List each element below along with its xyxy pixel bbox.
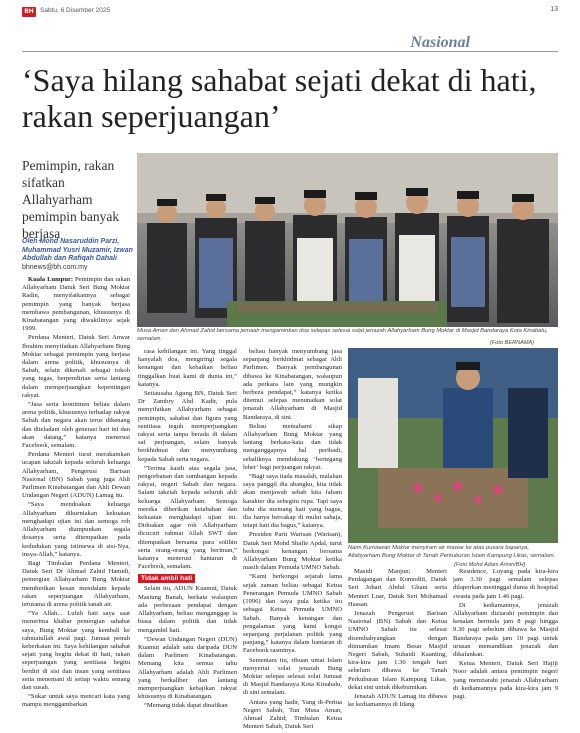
paragraph-text: Sementara itu, ribuan umat Islam menyertai solat jenazah Bung Moktar selepas selesai solat Jumaat di Masjid Bandaraya Kota Kinabalu, di sini semalam. <box>243 656 342 697</box>
paragraph-text: Masidi Manjun; Menteri Perdagangan dan Komoditi, Datuk Seri Johari Abdul Ghani serta Menteri Luar, Datuk Seri Mohamad Hassan. <box>348 568 447 608</box>
newspaper-logo: BH <box>22 7 36 17</box>
paragraph-text: Jenazah Pengerusi Barisan Nasional (BN) Sabah dan Ketua UMNO Sabah itu selesai disembahyangkan dengan diimamkan Imam Besar Masjid Negeri Sabah, Suhaidi Kaanting, kira-kira jam 1.30 tengah hari sebelum dibawa ke Tanah Perkuburan Islam Kampung Likas, dekat sini untuk dikebumikan. <box>348 610 447 691</box>
body-paragraph <box>138 636 237 702</box>
photo2-credit: (Foto Mohd Adam Arinin/BH) <box>454 562 526 568</box>
body-paragraph <box>348 693 447 709</box>
section-subhead: Tidak ambil hati <box>138 574 195 583</box>
paragraph-text: Di kediamannya, jenazah Allahyarham diziarahi pemimpin dan kenalan bermula jam 8 pagi hingga 9.30 pagi sebelum dibawa ke Masjid Bandaraya pada jam 10 pagi untuk urusan memandikan jenazah dan dikafankan. <box>453 601 558 659</box>
paragraph-text: Perdana Menteri turut merakamkan ucapan takziah kepada seluruh keluarga Allahyarham, Pengerusi Barisan Nasional (BN) Sabah yang juga Ahli Parlimen Kinabatangan dan Ahli Dewan Undangan Negeri (ADUN) Lamag itu. <box>22 451 130 500</box>
body-paragraph <box>22 610 130 692</box>
body-paragraph <box>348 610 447 692</box>
body-paragraph <box>22 451 130 500</box>
body-column-2 <box>138 348 237 730</box>
paragraph-text: “Dewan Undangan Negeri (DUN) Kuamut adalah satu daripada DUN dalam Parlimen Kinabatangan. Memang kita semua tahu Allahyarham adalah Ahli Parlimen yang berkaliber dan lantang memperjuangkan kebajikan rakyat khususnya di Kinabatangan. <box>138 635 237 701</box>
body-paragraph <box>453 602 558 659</box>
body-paragraph <box>453 568 558 601</box>
paragraph-text: Ketua Menteri, Datuk Seri Hajiji Noor adalah antara pemimpin negeri yang menziarahi jenazah Allahyarham di kediamannya pada kira-kira jam 9 pagi. <box>453 660 558 701</box>
paragraph-text: Perdana Menteri, Datuk Seri Anwar Ibrahim menyifatkan Allahyarham Bung Moktar sebagai pemimpin yang berjasa dalam arena politik, khususnya di Sabah, selain dikenali sebagai tokoh yang tegas, berpendirian serta lantang dalam memperjuangkan kepentingan rakyat. <box>22 334 130 399</box>
paragraph-text: Beliau memahami sikap Allahyarham Bung Moktar yang lantang berkata-kata dan tidak menganggapnya hal peribadi, sebaliknya mendukung ‘bertegang leher’ bagi perjuangan rakyat. <box>243 422 342 471</box>
page-number: 13 <box>550 6 558 13</box>
dateline: Kuala Lumpur: <box>28 276 74 283</box>
paragraph-text: Antara yang hadir, Yang di-Pertua Negeri Sabah, Tun Musa Aman, Ahmad Zahid; Timbalan Ketua Menteri Sabah, Datuk Seri <box>243 698 342 730</box>
body-paragraph <box>243 423 342 472</box>
body-column-1 <box>22 276 130 730</box>
body-paragraph <box>243 573 342 655</box>
body-paragraph <box>22 334 130 400</box>
body-paragraph <box>453 660 558 701</box>
body-paragraph <box>348 568 447 609</box>
paragraph-text: Pemimpin dan rakan Allahyarham Datuk Seri Bung Moktar Radin, menyifatkannya sebagai pemimpin yang banyak berjasa membawa pembangunan, khususnya di Kinabatangan yang diwakilinya sejak 1999. <box>22 276 130 333</box>
article-headline: ‘Saya hilang sahabat sejati dekat di hati, rakan seperjuangan’ <box>22 62 537 134</box>
paragraph-text: Bagi Timbalan Perdana Menteri, Datuk Seri Dr Ahmad Zahid Hamidi, pemergian Allahyarham Bung Moktar memberikan kesan mendalam kepada rakan seperjuangan Allahyarham, terutama di arena politik tanah air. <box>22 559 130 608</box>
paragraph-text: “Saya mendoakan keluarga Allahyarham dikurniakan kekuatan menghadapi ujian ini dan semoga roh Allahyarham diampunkan segala dosanya serta ditempatkan pada kedudukan yang istimewa di sisi-Nya, insya-Allah,” katanya. <box>22 501 130 558</box>
body-paragraph <box>243 473 342 530</box>
body-paragraph <box>243 657 342 698</box>
paragraph-text: “Jasa serta komitmen beliau dalam arena politik, khususnya terhadap rakyat Sabah dan negara akan terus dikenang dan diteladani oleh generasi hari ini dan akan datang,” katanya menerusi Facebook, semalam. <box>22 401 130 450</box>
paragraph-text: “Kami berkongsi sejarah lama sejak zaman beliau sebagai Ketua Penerangan Pemuda UMNO Sabah (1996) dan saya pula ketika itu sebagai Ketua Pemuda UMNO Sabah. Banyak kenangan dan pengalaman yang kami kongsi sepanjang perjalanan politik yang panjang,” katanya dalam hantaran di Facebook rasminya. <box>243 573 342 655</box>
article-deck: Pemimpin, rakan sifatkan Allahyarham pemimpin banyak berjasa <box>22 158 120 241</box>
paragraph-text: “Sukar untuk saya mencari kata yang mampu menggambarkan <box>22 693 130 709</box>
body-paragraph <box>138 390 237 464</box>
paragraph-text: “Bagi saya tiada masalah, malahan saya panggil dia abangku, kita tidak akan menjawab sebab kita faham karakter dia sebegitu rupa. Tapi saya tahu dia memang hati yang bagus, dia hanya bercakap di mulut sahaja, tetapi hati dia bagus,” katanya. <box>243 473 342 530</box>
body-paragraph <box>138 465 237 572</box>
issue-date: Sabtu, 6 Disember 2025 <box>40 7 111 14</box>
body-column-5 <box>453 568 558 730</box>
paragraph-text: “Ya Allah... Luluh hati saya saat menerima khabar pemergian sahabat saya, Bung Moktar yang kembali ke rahmatullah awal pagi. Jumaat penuh keberkatan ini. Saya kehilangan sahabat sejati yang begitu dekat di hati, rakan seperjuangan yang senitiasa begitu berdiri di sisi dan insan yang senitiasa setia menemani di setiap waktu senang dan susah. <box>22 610 130 691</box>
paragraph-text: Residence, Luyang pada kira-kira jam 3.30 pagi semalam selepas dilaporkan meninggal dunia di hospital swasta pada jam 1.46 pagi. <box>453 568 558 600</box>
page-header <box>22 6 558 22</box>
paragraph-text: Jenazah ADUN Lamag itu dibawa ke kediamannya di Idang <box>348 693 447 709</box>
paragraph-text: beliau banyak menyumbang jasa sepanjang berkhidmat sebagai Ahli Parlimen. Banyak pembangunan dibawa ke Kinabatangan, walaupun ada perkara lain yang mungkin berbeza pendapat,” katanya ketika ditemui selepas menunaikan solat jenazah Allahyarham di Masjid Bandaraya, di sini. <box>243 348 342 421</box>
grave-illustration <box>348 348 558 543</box>
funeral-prayer-photo <box>137 153 558 327</box>
photo1-caption: Musa Aman dan Ahmad Zahid bersama jemaah mengaminkan doa selepas selesai solat jenazah Allahyarham Bung Moktar di Masjid Bandaraya Kota Kinabalu, semalam. <box>137 328 548 342</box>
body-paragraph <box>138 585 237 634</box>
paragraph-text: Presiden Parti Warisan (Warisan), Datuk Seri Mohd Shafie Apdal, turut berkongsi kenangan bersama Allahyarham Bung Moktar ketika masih dalam Pemuda UMNO Sabah. <box>243 531 342 572</box>
header-divider <box>22 51 558 52</box>
body-paragraph <box>22 501 130 558</box>
body-column-3 <box>243 348 342 730</box>
paragraph-text: Selain itu, ADUN Kuamut, Datuk Masiung Banah, berkata walaupun ada perbezaan pendapat dengan Allahyarham, beliau menganggap ia biasa dalam politik dan tidak mengambil hati. <box>138 585 237 634</box>
author-email[interactable]: bhnews@bh.com.my <box>22 264 88 271</box>
body-paragraph <box>22 560 130 609</box>
photo1-credit: (Foto BERNAMA) <box>490 340 535 346</box>
paragraph-text: “Terima kasih atas segala jasa, pengorbanan dan sumbangan kepada rakyat, negeri Sabah dan negara. Salam takziah kepada seluruh ahli keluarga Allahyarham. Semoga mereka diberikan ketabahan dan kekuatan menghadapi ujian ini. Didoakan agar roh Allahyarham dicucuri rahmat Allah SWT dan ditempatkan bersama para solihin serta orang-orang yang beriman,” katanya menerusi hantaran di Facebook, semalam. <box>138 464 237 571</box>
body-paragraph <box>243 348 342 422</box>
paragraph-text: rasa kehilangan ini. Yang tinggal hanyalah doa, mengiringi segala kenangan dan kebaikan beliau tinggalkan buat kami di dunia ini,” katanya. <box>138 348 237 388</box>
body-column-4 <box>348 568 447 730</box>
funeral-prayer-illustration <box>137 153 558 327</box>
section-title: Nasional <box>410 34 470 51</box>
body-paragraph <box>243 699 342 730</box>
grave-photo <box>348 348 558 543</box>
body-paragraph <box>243 531 342 572</box>
paragraph-text: Setiausaha Agung BN, Datuk Seri Dr Zambry Abd Kadir, pula menyifatkan Allahyarham sebagai pemimpin, sahabat dan figura yang senitiasa teguh memperjuangkan rakyat serta tanpa berada di dalam saf perjuangan, selain banyak berkhidmat dan menyumbang kepada Sabah serta negara. <box>138 390 237 463</box>
body-paragraph <box>138 702 237 710</box>
body-paragraph <box>22 693 130 709</box>
body-paragraph <box>22 276 130 333</box>
body-paragraph <box>22 401 130 450</box>
article-byline: Oleh Mohd Nasaruddin Parzi, Muhammad Yusri Muzamir, Izwan Abdullah dan Rafiqah Dahali <box>22 238 133 262</box>
body-paragraph <box>138 348 237 389</box>
photo2-caption: Naim Kurniawan Moktar menyiram air mawar ke atas pusara bapanya, Allahyarham Bung Moktar di Tanah Perkuburan Islam Kampung Likas, semalam. <box>348 545 556 559</box>
paragraph-text: “Memang tidak dapat dinafikan <box>144 702 228 710</box>
